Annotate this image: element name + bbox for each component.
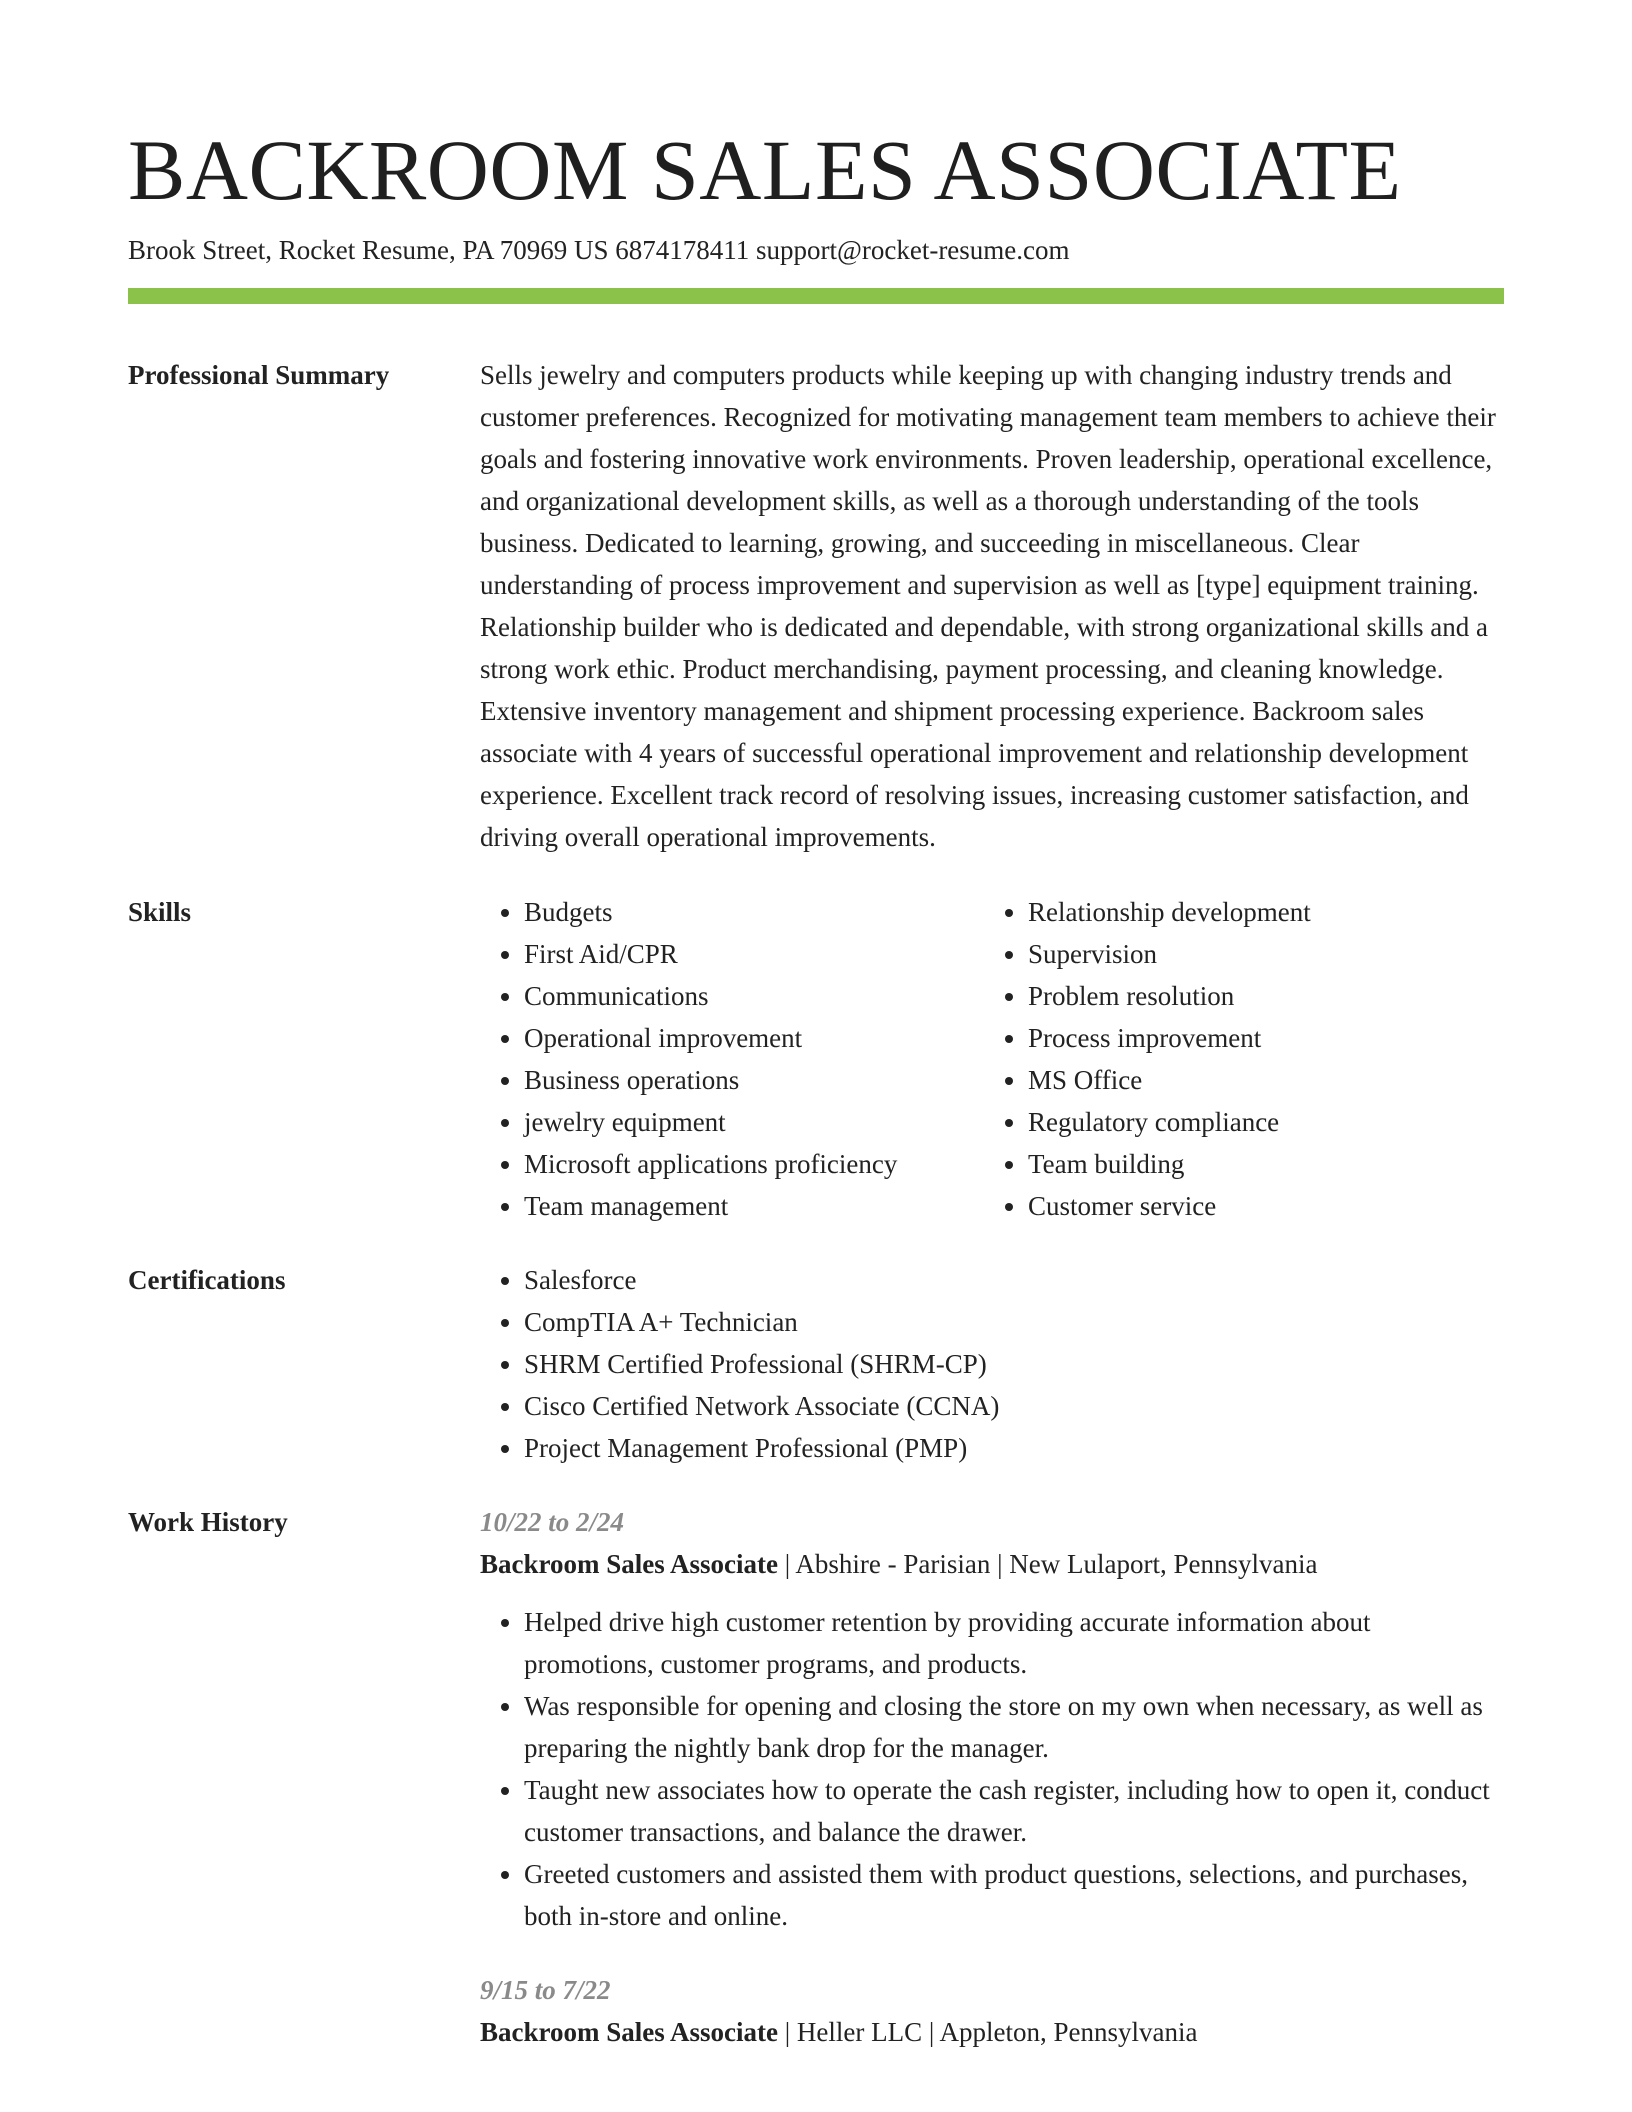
- resume-page: [128, 120, 1504, 2053]
- job-title: Backroom Sales Associate: [480, 2017, 778, 2047]
- skill-item: • Customer service: [1028, 1185, 1488, 1227]
- skill-item: • jewelry equipment: [524, 1101, 984, 1143]
- section-label-skills: Skills: [128, 897, 192, 927]
- job-title: Backroom Sales Associate: [480, 1549, 778, 1579]
- certifications-body: [480, 1259, 1504, 1469]
- work-history-section: [128, 1501, 1504, 2053]
- skill-item: • Business operations: [524, 1059, 984, 1101]
- skill-item: • Problem resolution: [1028, 975, 1488, 1017]
- certification-item: • Salesforce: [524, 1259, 1504, 1301]
- skill-item: • Budgets: [524, 891, 984, 933]
- summary-body: [480, 354, 1504, 858]
- skill-item: • Supervision: [1028, 933, 1488, 975]
- skill-item: • Team building: [1028, 1143, 1488, 1185]
- job-header: [480, 2011, 1504, 2053]
- job-bullet: • Helped drive high customer retention by providing accurate information about promotions, customer programs, and products.: [524, 1601, 1504, 1685]
- job-bullet: • Taught new associates how to operate the cash register, including how to open it, conduct customer transactions, and balance the drawer.: [524, 1769, 1504, 1853]
- skills-list-right: [984, 891, 1488, 1227]
- certification-item: • Cisco Certified Network Associate (CCNA): [524, 1385, 1504, 1427]
- resume-name: BACKROOM SALES ASSOCIATE: [128, 122, 1402, 218]
- job-bullets: [480, 1601, 1504, 1937]
- job-entry: [480, 1501, 1504, 1937]
- certification-item: • Project Management Professional (PMP): [524, 1427, 1504, 1469]
- certifications-list: [480, 1259, 1504, 1469]
- summary-section: [128, 354, 1504, 858]
- skills-section: [128, 891, 1504, 1227]
- section-label-certifications: Certifications: [128, 1265, 286, 1295]
- section-label-work-history: Work History: [128, 1507, 288, 1537]
- skills-body: [480, 891, 1504, 1227]
- job-bullet: • Greeted customers and assisted them with product questions, selections, and purchases, both in-store and online.: [524, 1853, 1504, 1937]
- skill-item: • Communications: [524, 975, 984, 1017]
- job-dates: 10/22 to 2/24: [480, 1507, 625, 1537]
- job-bullet: • Was responsible for opening and closing the store on my own when necessary, as well as preparing the nightly bank drop for the manager.: [524, 1685, 1504, 1769]
- summary-text: Sells jewelry and computers products while keeping up with changing industry trends and customer preferences. Recognized for motivating management team members to achieve their goals and fostering innovative work environments. Proven leadership, operational excellence, and organizational development skills, as well as a thorough understanding of the tools business. Dedicated to learning, growing, and succeeding in miscellaneous. Clear understanding of process improvement and supervision as well as [type] equipment training. Relationship builder who is dedicated and dependable, with strong organizational skills and a strong work ethic. Product merchandising, payment processing, and cleaning knowledge. Extensive inventory management and shipment processing experience. Backroom sales associate with 4 years of successful operational improvement and relationship development experience. Excellent track record of resolving issues, increasing customer satisfaction, and driving overall operational improvements.: [480, 360, 1496, 852]
- job-dates: 9/15 to 7/22: [480, 1975, 611, 2005]
- job-entry: [480, 1969, 1504, 2053]
- skills-list-left: [480, 891, 984, 1227]
- section-label-summary: Professional Summary: [128, 360, 390, 390]
- work-history-body: [480, 1501, 1504, 2053]
- job-company-location: | Heller LLC | Appleton, Pennsylvania: [778, 2017, 1198, 2047]
- job-company-location: | Abshire - Parisian | New Lulaport, Pennsylvania: [778, 1549, 1318, 1579]
- accent-divider: [128, 288, 1504, 304]
- skill-item: • First Aid/CPR: [524, 933, 984, 975]
- skill-item: • Relationship development: [1028, 891, 1488, 933]
- skill-item: • Operational improvement: [524, 1017, 984, 1059]
- certification-item: • CompTIA A+ Technician: [524, 1301, 1504, 1343]
- certification-item: • SHRM Certified Professional (SHRM-CP): [524, 1343, 1504, 1385]
- skill-item: • Team management: [524, 1185, 984, 1227]
- skills-column-left: [480, 891, 984, 1227]
- job-header: [480, 1543, 1504, 1585]
- contact-line: Brook Street, Rocket Resume, PA 70969 US 6874178411 support@rocket-resume.com: [128, 235, 1070, 265]
- skill-item: • MS Office: [1028, 1059, 1488, 1101]
- skill-item: • Regulatory compliance: [1028, 1101, 1488, 1143]
- skill-item: • Microsoft applications proficiency: [524, 1143, 984, 1185]
- certifications-section: [128, 1259, 1504, 1469]
- skill-item: • Process improvement: [1028, 1017, 1488, 1059]
- skills-column-right: [984, 891, 1488, 1227]
